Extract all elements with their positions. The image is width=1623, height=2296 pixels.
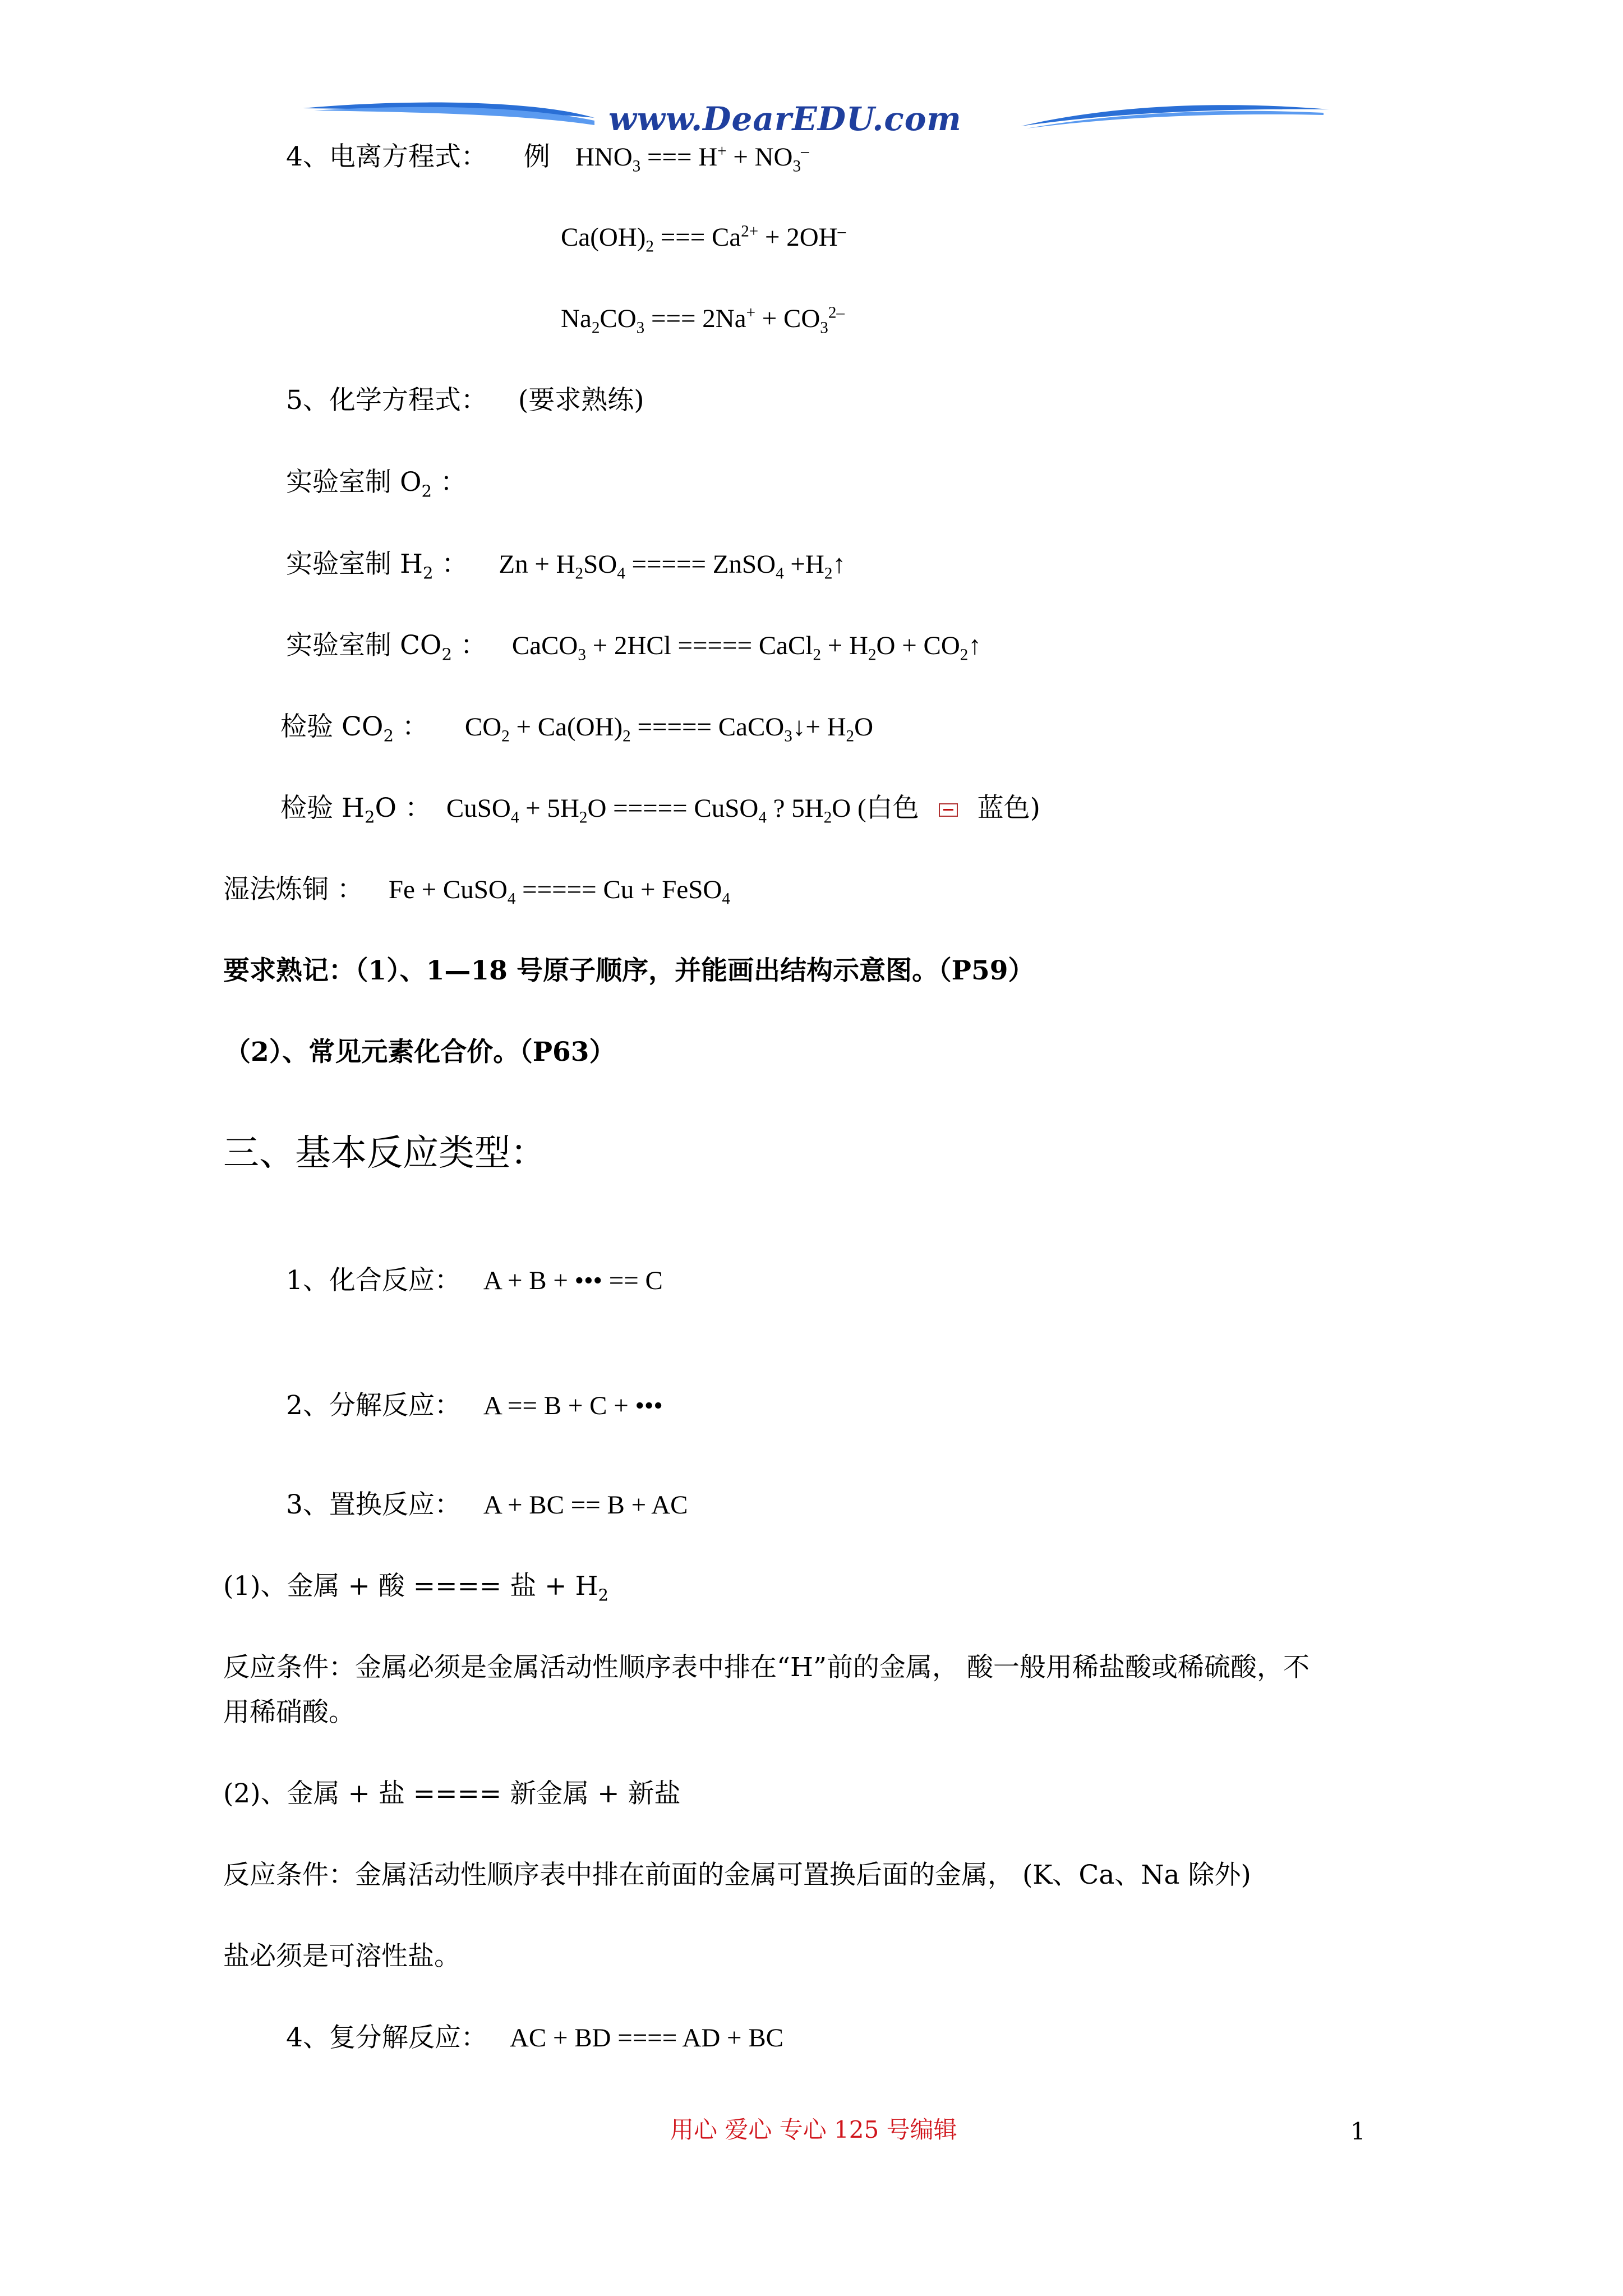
metal-acid-line: (1)、金属 + 酸 ==== 盐 + $H_2$ [223,1571,609,1605]
example-label: 例 [523,141,550,172]
arrow-icon [939,803,958,817]
memorize-line-2: （2）、常见元素化合价。（P63） [224,1037,616,1068]
condition-2-line-1: 反应条件：金属活动性顺序表中排在前面的金属可置换后面的金属， (K、Ca、Na 除外) [223,1860,1251,1890]
ionization-eq-3: $Na_2CO_3$ === $2Na^+ + CO_3^{2-}$ [561,303,845,337]
condition-2-line-2: 盐必须是可溶性盐。 [223,1941,460,1972]
test-co2-line: 检验 $CO_2$ ： $CO_2 + Ca(OH)_2$ ===== CaCO$_3$↓+ $H_2O$ [280,711,874,746]
section-3-title: 三、基本反应类型： [223,1133,546,1174]
condition-1-line-2: 用稀硝酸。 [223,1697,355,1728]
lab-co2-line: 实验室制 $CO_2$ ： CaCO$_3$ + 2HCl ===== CaCl$_2$ + $H_2O$ + $CO_2↑$ [286,630,981,664]
chem-eq-heading: 5、化学方程式： (要求熟练) [286,385,644,416]
memorize-line-1: 要求熟记：（1）、1—18 号原子顺序，并能画出结构示意图。（P59） [223,955,1035,986]
combination-reaction: 1、化合反应： A + B + ••• == C [286,1265,663,1296]
test-h2o-line: 检验 $H_2O$ ： CuSO$_4$ + $5H_2O$ ===== CuSO$_4$ ? $5H_2O$ (白色 蓝色) [280,793,1040,827]
page-number: 1 [1350,2118,1366,2145]
decomposition-reaction: 2、分解反应： A == B + C + ••• [286,1390,663,1421]
ionization-eq-1: $HNO_3$ === $H^+ + NO_3^-$ [575,142,809,176]
displacement-reaction: 3、置换反应： A + BC == B + AC [286,1489,688,1520]
double-displacement-reaction: 4、复分解反应： AC + BD ==== AD + BC [286,2022,784,2053]
footer-editor-note: 用心 爱心 专心 125 号编辑 [670,2116,957,2143]
lab-h2-line: 实验室制 $H_2$ ： $Zn + H_2SO_4$ ===== ZnSO$_4$ $+H_2↑$ [286,549,846,583]
ionization-line-1 [286,141,809,176]
lab-o2-line: 实验室制 $O_2$ ： [286,467,467,501]
metal-salt-line: (2)、金属 + 盐 ==== 新金属 + 新盐 [223,1778,681,1809]
condition-1-line-1: 反应条件：金属必须是金属活动性顺序表中排在“H”前的金属， 酸一般用稀盐酸或稀硫酸，不 [223,1652,1310,1683]
ionization-eq-2: $Ca(OH)_2$ === $Ca^{2+} + 2OH^-$ [561,222,846,256]
site-logo-text: www.DearEDU.com [608,100,962,138]
ionization-label: 4、电离方程式： [286,141,487,172]
copper-line: 湿法炼铜 ： Fe + CuSO$_4$ ===== Cu + FeSO$_4$ [223,874,730,908]
